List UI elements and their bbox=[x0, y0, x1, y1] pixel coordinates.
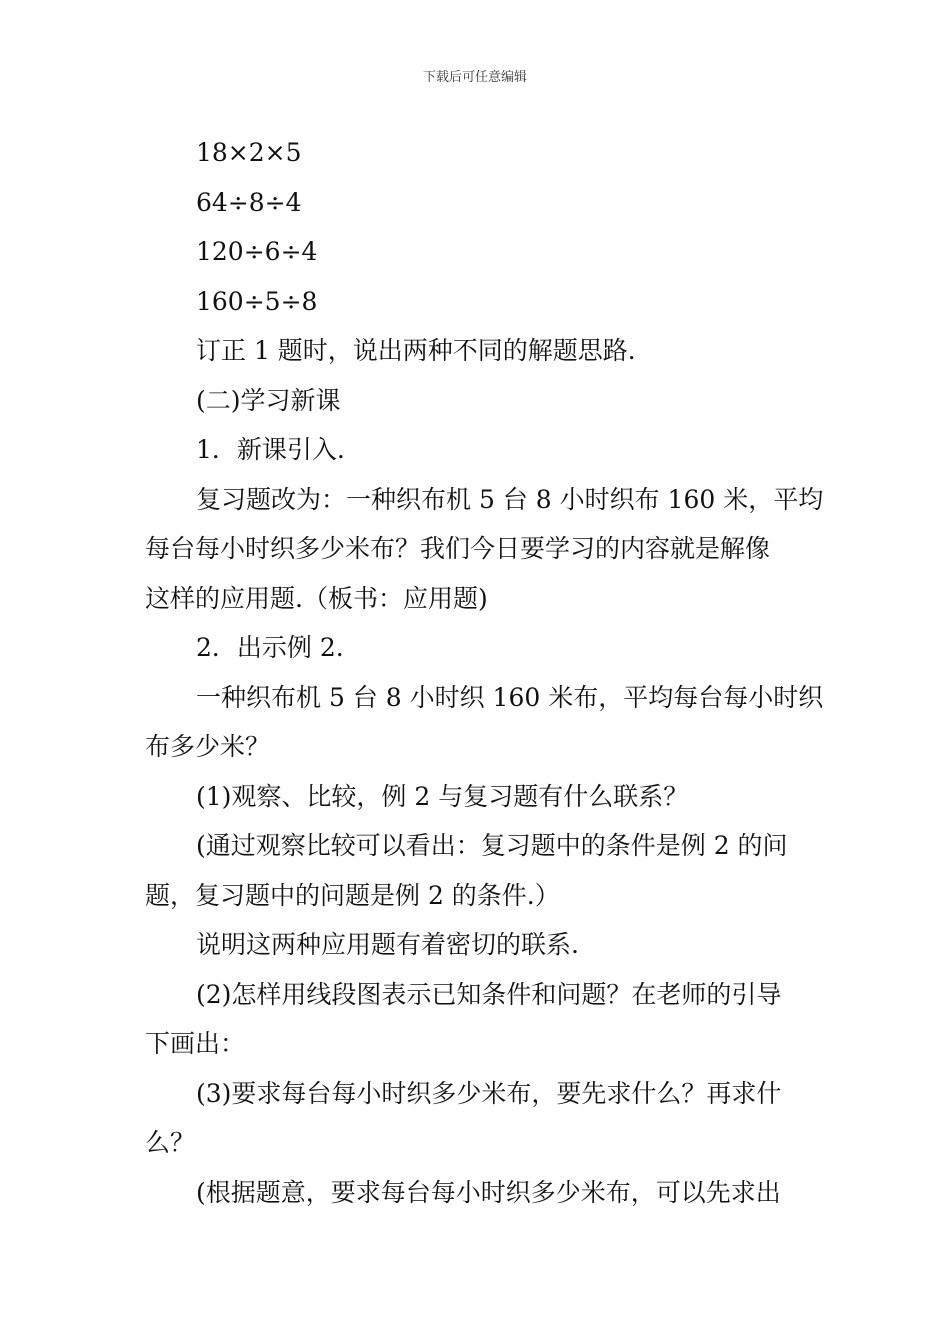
text-line: 布多少米？ bbox=[145, 732, 271, 761]
text-line: 每台每小时织多少米布？我们今日要学习的内容就是解像 bbox=[145, 534, 771, 563]
text-line: (1)观察、比较，例 2 与复习题有什么联系？ bbox=[196, 781, 689, 811]
text-line: 说明这两种应用题有着密切的联系. bbox=[196, 930, 579, 959]
text-line: 一种织布机 5 台 8 小时织 160 米布，平均每台每小时织 bbox=[196, 682, 824, 712]
text-line: 18×2×5 bbox=[196, 138, 302, 167]
text-line: 题，复习题中的问题是例 2 的条件.） bbox=[145, 880, 560, 910]
text-line: 订正 1 题时，说出两种不同的解题思路. bbox=[196, 336, 636, 365]
text-line: 下画出： bbox=[145, 1029, 246, 1058]
page-header: 下载后可任意编辑 bbox=[422, 70, 527, 85]
document-body bbox=[145, 128, 824, 1217]
text-line: 复习题改为：一种织布机 5 台 8 小时织布 160 米，平均 bbox=[196, 484, 824, 514]
text-line: (3)要求每台每小时织多少米布，要先求什么？再求什 bbox=[196, 1078, 782, 1108]
text-line: 2．出示例 2. bbox=[196, 633, 344, 662]
text-line: 64÷8÷4 bbox=[196, 187, 302, 217]
text-line: 1．新课引入. bbox=[196, 435, 345, 464]
text-line: (通过观察比较可以看出：复习题中的条件是例 2 的问 bbox=[196, 831, 788, 860]
text-line: 这样的应用题.（板书：应用题) bbox=[145, 583, 488, 613]
text-line: 么？ bbox=[145, 1128, 196, 1157]
section-heading: (二)学习新课 bbox=[196, 385, 341, 415]
text-line: 160÷5÷8 bbox=[196, 286, 318, 316]
text-line: (2)怎样用线段图表示已知条件和问题？在老师的引导 bbox=[196, 979, 782, 1009]
text-line: (根据题意，要求每台每小时织多少米布，可以先求出 bbox=[196, 1177, 781, 1207]
text-line: 120÷6÷4 bbox=[196, 237, 318, 266]
